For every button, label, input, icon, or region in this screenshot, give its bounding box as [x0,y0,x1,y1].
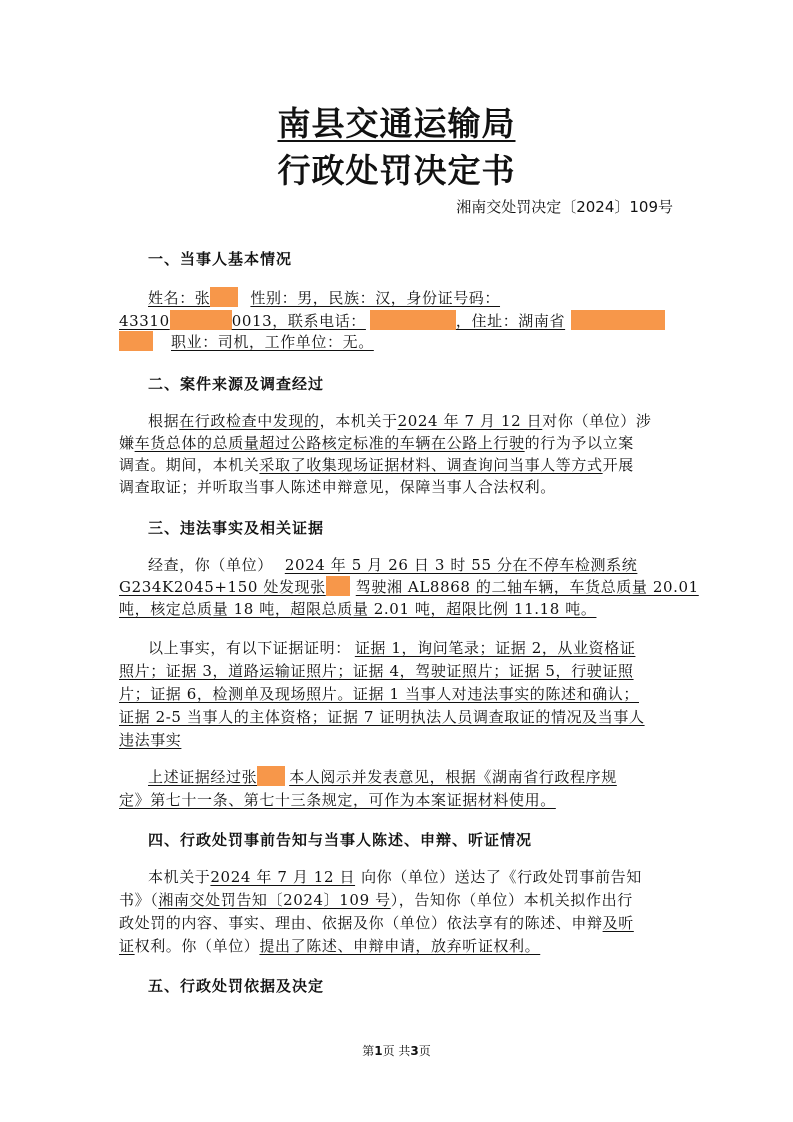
facts-line-1: 经查，你（单位） 2024 年 5 月 26 日 3 时 55 分在不停车检测系统 [148,556,638,574]
party-line-1: 姓名：张 性别：男，民族：汉，身份证号码： [148,289,501,307]
notice-line-3: 政处罚的内容、事实、理由、依据及你（单位）依法享有的陈述、申辩及听 [119,914,634,932]
redaction-block [326,576,350,596]
notice-line-1: 本机关于2024 年 7 月 12 日 向你（单位）送达了《行政处罚事前告知 [148,868,642,886]
section-heading-party: 一、当事人基本情况 [148,250,293,268]
section-heading-notice: 四、行政处罚事前告知与当事人陈述、申辩、听证情况 [148,831,533,849]
notice-line-2: 书》（湘南交处罚告知〔2024〕109 号），告知你（单位）本机关拟作出行 [119,891,633,909]
evidence-line-5: 违法事实 [119,731,182,749]
evidence-line-2: 照片；证据 3，道路运输证照片；证据 4，驾驶证照片；证据 5，行驶证照 [119,662,634,680]
source-line-2: 嫌车货总体的总质量超过公路核定标准的车辆在公路上行驶的行为予以立案 [119,434,634,452]
total-page-count: 3 [410,1044,419,1058]
party-line-3: 职业：司机，工作单位：无。 [119,331,374,353]
redaction-block [370,310,456,330]
source-line-4: 调查取证；并听取当事人陈述申辩意见，保障当事人合法权利。 [119,478,556,496]
redaction-block [210,287,238,307]
page-footer: 第1页 共3页 [362,1044,431,1058]
source-line-1: 根据在行政检查中发现的，本机关于2024 年 7 月 12 日对你（单位）涉 [148,412,652,430]
document-type-title: 行政处罚决定书 [277,151,516,190]
document-number: 湘南交处罚决定〔2024〕109号 [456,198,673,216]
review-line-2: 定》第七十一条、第七十三条规定，可作为本案证据材料使用。 [119,791,556,809]
redaction-block [571,310,665,330]
redaction-block [257,766,285,786]
party-line-2: 43310 0013，联系电话： ，住址：湖南省 [119,310,665,332]
evidence-line-3: 片；证据 6，检测单及现场照片。证据 1 当事人对违法事实的陈述和确认； [119,685,639,703]
section-heading-source: 二、案件来源及调查经过 [148,375,325,393]
redaction-block [119,331,153,351]
facts-line-2: G234K2045+150 处发现张 驾驶湘 AL8868 的二轴车辆，车货总质量 20.01 [119,578,699,596]
notice-line-4: 证权利。你（单位）提出了陈述、申辩申请，放弃听证权利。 [119,937,541,955]
source-line-3: 调查。期间，本机关采取了收集现场证据材料、调查询问当事人等方式开展 [119,456,634,474]
section-heading-facts: 三、违法事实及相关证据 [148,519,325,537]
evidence-line-4: 证据 2-5 当事人的主体资格；证据 7 证明执法人员调查取证的情况及当事人 [119,708,645,726]
agency-title: 南县交通运输局 [277,104,516,143]
facts-line-3: 吨，核定总质量 18 吨，超限总质量 2.01 吨，超限比例 11.18 吨。 [119,600,597,618]
review-line-1: 上述证据经过张 本人阅示并发表意见，根据《湖南省行政程序规 [148,768,617,786]
section-heading-decision: 五、行政处罚依据及决定 [148,977,325,995]
current-page-number: 1 [374,1044,383,1058]
evidence-line-1: 以上事实，有以下证据证明： 证据 1，询问笔录；证据 2，从业资格证 [148,639,636,657]
redaction-block [170,310,232,330]
